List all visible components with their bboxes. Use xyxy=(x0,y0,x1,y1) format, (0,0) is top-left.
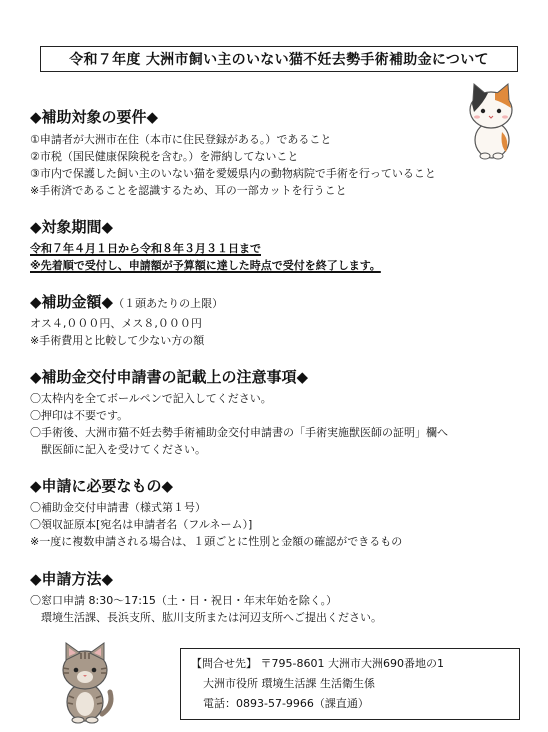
requirement-item-3: ③市内で保護した飼い主のいない猫を愛媛県内の動物病院で手術を行っていること xyxy=(30,167,436,180)
needed-heading: ◆申請に必要なもの◆ xyxy=(30,477,174,495)
requirement-item-4: ※手術済であることを認識するため、耳の一部カットを行うこと xyxy=(30,184,347,197)
needed-item-2: 〇領収証原本[宛名は申請者名（フルネーム）] xyxy=(30,518,253,531)
method-item-2: 環境生活課、長浜支所、肱川支所または河辺支所へご提出ください。 xyxy=(30,611,382,624)
period-dates: 令和７年４月１日から令和８年３月３１日まで xyxy=(30,242,261,255)
contact-line-office: 大洲市役所 環境生活課 生活衛生係 xyxy=(203,677,375,690)
amount-heading-note: （１頭あたりの上限） xyxy=(113,297,224,310)
notes-item-1: 〇太枠内を全てボールペンで記入してください。 xyxy=(30,392,272,405)
notes-heading: ◆補助金交付申請書の記載上の注意事項◆ xyxy=(30,368,309,386)
needed-item-3: ※一度に複数申請される場合は、１頭ごとに性別と金額の確認ができるもの xyxy=(30,535,403,548)
notes-item-4: 獣医師に記入を受けてください。 xyxy=(30,443,206,456)
calico-cat-icon xyxy=(462,82,520,160)
method-item-1: 〇窓口申請 8:30～17:15（土・日・祝日・年末年始を除く。） xyxy=(30,594,338,607)
amount-heading xyxy=(30,291,223,312)
amount-values: オス４,０００円、メス８,０００円 xyxy=(30,317,202,330)
tabby-cat-icon xyxy=(54,640,116,724)
contact-box xyxy=(180,648,520,720)
period-heading: ◆対象期間◆ xyxy=(30,218,114,236)
amount-note: ※手術費用と比較して少ない方の額 xyxy=(30,334,205,347)
method-heading: ◆申請方法◆ xyxy=(30,570,114,588)
requirement-item-2: ②市税（国民健康保険税を含む。）を滞納してないこと xyxy=(30,150,299,163)
notes-item-2: 〇押印は不要です。 xyxy=(30,409,129,422)
period-notice: ※先着順で受付し、申請額が予算額に達した時点で受付を終了します。 xyxy=(30,259,381,272)
requirement-item-1: ①申請者が大洲市在住（本市に住民登録がある。）であること xyxy=(30,133,332,146)
needed-item-1: 〇補助金交付申請書（様式第１号） xyxy=(30,501,206,514)
page-title: 令和７年度 大洲市飼い主のいない猫不妊去勢手術補助金について xyxy=(40,46,518,72)
requirements-heading: ◆補助対象の要件◆ xyxy=(30,108,159,126)
contact-line-address: 【問合せ先】 〒795-8601 大洲市大洲690番地の1 xyxy=(191,657,444,670)
notes-item-3: 〇手術後、大洲市猫不妊去勢手術補助金交付申請書の「手術実施獣医師の証明」欄へ xyxy=(30,426,448,439)
amount-heading-text: ◆補助金額◆ xyxy=(30,293,114,311)
contact-line-phone: 電話：0893-57-9966（課直通） xyxy=(203,697,369,710)
